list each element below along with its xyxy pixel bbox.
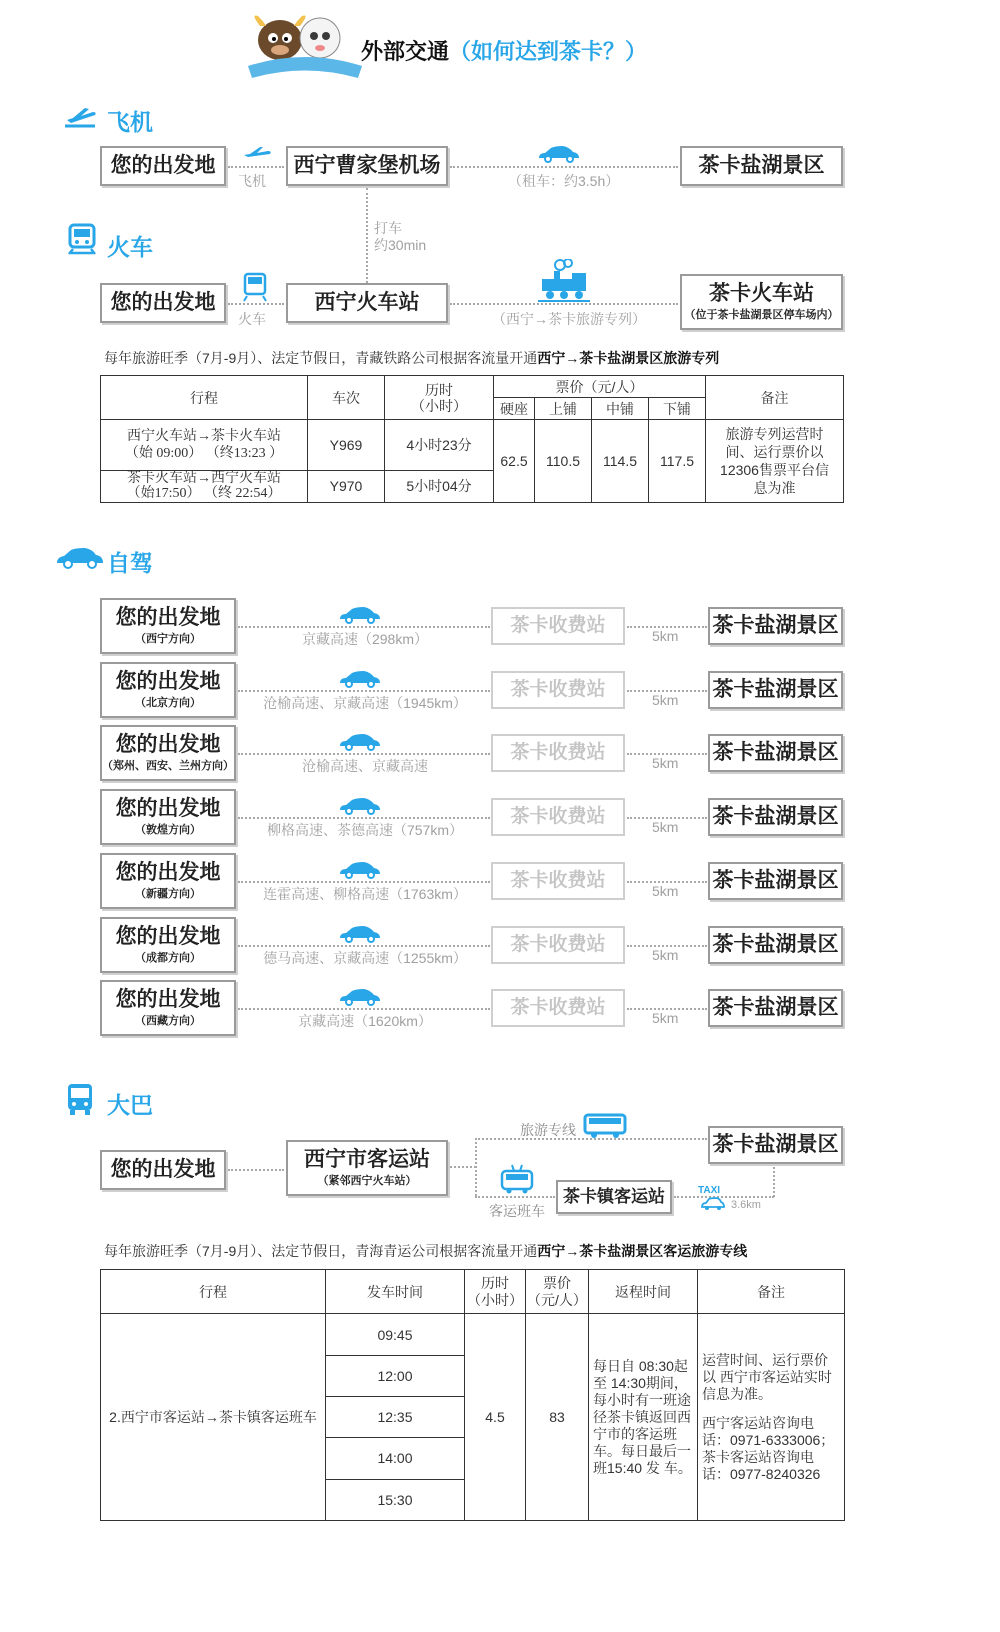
special-train-label: （西宁→茶卡旅游专列） (492, 311, 646, 327)
regular-bus-label: 客运班车 (489, 1203, 545, 1219)
toll-distance: 5km (652, 946, 679, 963)
section-title-train: 火车 (107, 234, 153, 260)
section-title-drive: 自驾 (107, 550, 153, 576)
xining-station-box: 西宁火车站 (286, 283, 448, 323)
road-label: 德马高速、京藏高速（1255km） (263, 949, 467, 966)
tour-bus-icon (583, 1113, 627, 1144)
toll-distance: 5km (652, 691, 679, 708)
toll-distance: 5km (652, 882, 679, 899)
train-small-icon (242, 272, 268, 307)
toll-station-box: 茶卡收费站 (491, 989, 625, 1027)
car-icon (338, 925, 382, 948)
toll-station-box: 茶卡收费站 (491, 671, 625, 709)
road-label: 京藏高速（1620km） (298, 1013, 432, 1030)
train-icon (67, 223, 97, 260)
mascot-logo (240, 8, 370, 83)
bus-origin-box: 您的出发地 (100, 1150, 226, 1190)
drive-origin-box: 您的出发地 （新疆方向） (100, 853, 236, 909)
regular-bus-icon (500, 1163, 534, 1200)
section-title-bus: 大巴 (107, 1092, 153, 1118)
road-label: 沧榆高速、京藏高速（1945km） (263, 694, 467, 711)
toll-distance: 5km (652, 1010, 679, 1027)
drive-dest-box: 茶卡盐湖景区 (708, 734, 843, 772)
airport-box: 西宁曹家堡机场 (286, 146, 448, 186)
drive-dest-box: 茶卡盐湖景区 (708, 926, 843, 964)
car-icon (338, 861, 382, 884)
tour-line-label: 旅游专线 (520, 1122, 576, 1138)
car-icon (537, 145, 581, 168)
car-icon (338, 670, 382, 693)
train-origin-box: 您的出发地 (100, 283, 226, 323)
drive-origin-box: 您的出发地 （成都方向） (100, 917, 236, 973)
train-table: 行程 车次 历时 （小时） 票价（元/人） 备注 硬座 上铺 中铺 下铺 西宁火车站→茶卡火车站 （始 09:00） （终13:23 ） Y969 4小时23分 62.5 110.5 114.5 117.5 旅游专列运营时间、运行票价以12306售票平台信息为准 茶卡火车站→西宁火车站 （始17:50） （终 22:54） Y970 5小时04分 (100, 375, 844, 503)
table-row: 西宁火车站→茶卡火车站 （始 09:00） （终13:23 ） Y969 4小时23分 62.5 110.5 114.5 117.5 旅游专列运营时间、运行票价以12306售票平台信息为准 (101, 420, 844, 470)
chaka-station-box: 茶卡火车站 （位于茶卡盐湖景区停车场内） (680, 274, 843, 330)
xining-bus-station-box: 西宁市客运站 （紧邻西宁火车站） (286, 1140, 448, 1196)
table-row: 12:35 (101, 1397, 845, 1438)
toll-station-box: 茶卡收费站 (491, 926, 625, 964)
road-label: 沧榆高速、京藏高速 (302, 758, 428, 775)
table-row: 12:00 (101, 1355, 845, 1396)
section-title-plane: 飞机 (107, 109, 153, 135)
drive-origin-box: 您的出发地 （北京方向） (100, 662, 236, 718)
plane-dest-box: 茶卡盐湖景区 (680, 146, 843, 186)
plane-origin-box: 您的出发地 (100, 146, 226, 186)
table-row: 15:30 (101, 1479, 845, 1520)
table-row: 2.西宁市客运站→茶卡镇客运班车 09:45 4.5 83 每日自 08:30起至 14:30期间，每小时有一班途径茶卡镇返回西宁市的客运班车。每日最后一班15:40 发 车。 运营时间、运行票价以 西宁市客运站实时信息为准。 西宁客运站咨询电话：0971-6333006；茶卡客运站咨询电话：0977-8240326 (101, 1314, 845, 1355)
road-label: 柳格高速、茶德高速（757km） (266, 822, 464, 839)
toll-station-box: 茶卡收费站 (491, 607, 625, 645)
plane-label: 飞机 (238, 173, 266, 189)
taxi-distance: 3.6km (731, 1199, 761, 1211)
taxi-time: 约30min (374, 237, 427, 253)
toll-distance: 5km (652, 819, 679, 836)
taxi-sign: TAXI (698, 1185, 721, 1196)
drive-origin-box: 您的出发地 （西藏方向） (100, 980, 236, 1036)
bus-dest-box: 茶卡盐湖景区 (708, 1126, 843, 1164)
steam-train-icon (538, 259, 590, 308)
car-icon (338, 988, 382, 1011)
car-icon (338, 797, 382, 820)
car-icon (338, 733, 382, 756)
drive-dest-box: 茶卡盐湖景区 (708, 798, 843, 836)
toll-station-box: 茶卡收费站 (491, 734, 625, 772)
train-label: 火车 (238, 311, 266, 327)
drive-dest-box: 茶卡盐湖景区 (708, 862, 843, 900)
page-title: 外部交通 (361, 39, 450, 64)
airplane-icon (63, 106, 97, 135)
drive-origin-box: 您的出发地 （西宁方向） (100, 598, 236, 654)
toll-station-box: 茶卡收费站 (491, 798, 625, 836)
taxi-label: 打车 (374, 220, 402, 236)
rental-car-label: （租车：约3.5h） (508, 173, 620, 189)
road-label: 京藏高速（298km） (301, 631, 429, 647)
bus-table: 行程 发车时间 历时 （小时） 票价 （元/人） 返程时间 备注 2.西宁市客运站→茶卡镇客运班车 09:45 4.5 83 每日自 08:30起至 14:30期间，每小时有一班途径茶卡镇返回西宁市的客运班车。每日最后一班15:40 发 车。 运营时间、运行票价以 西宁市客运站实时信息为准。 西宁客运站咨询电话：0971-6333006；茶卡客运站咨询电话：0977-8240326 12:00 12:35 14:00 15:30 (100, 1269, 845, 1521)
chaka-bus-station-box: 茶卡镇客运站 (556, 1180, 672, 1214)
airplane-small-icon (242, 145, 272, 166)
car-icon (338, 606, 382, 629)
drive-dest-box: 茶卡盐湖景区 (708, 607, 843, 645)
table-row: 14:00 (101, 1438, 845, 1479)
bus-note: 每年旅游旺季（7月-9月）、法定节假日，青海青运公司根据客流量开通西宁→茶卡盐湖景区客运旅游专线 (104, 1243, 748, 1259)
drive-dest-box: 茶卡盐湖景区 (708, 671, 843, 709)
bus-icon (66, 1082, 94, 1121)
table-row: 茶卡火车站→西宁火车站 （始17:50） （终 22:54） Y970 5小时04分 (101, 470, 844, 502)
drive-dest-box: 茶卡盐湖景区 (708, 989, 843, 1027)
toll-distance: 5km (652, 628, 679, 644)
drive-origin-box: 您的出发地 （郑州、西安、兰州方向） (100, 725, 236, 781)
taxi-icon (700, 1196, 726, 1217)
toll-station-box: 茶卡收费站 (491, 862, 625, 900)
train-note: 每年旅游旺季（7月-9月）、法定节假日，青藏铁路公司根据客流量开通西宁→茶卡盐湖景区旅游专列 (104, 350, 720, 366)
car-section-icon (55, 547, 105, 574)
toll-distance: 5km (652, 755, 679, 772)
road-label: 连霍高速、柳格高速（1763km） (263, 885, 467, 902)
page-subtitle: （如何达到茶卡？） (449, 39, 648, 64)
drive-origin-box: 您的出发地 （敦煌方向） (100, 789, 236, 845)
